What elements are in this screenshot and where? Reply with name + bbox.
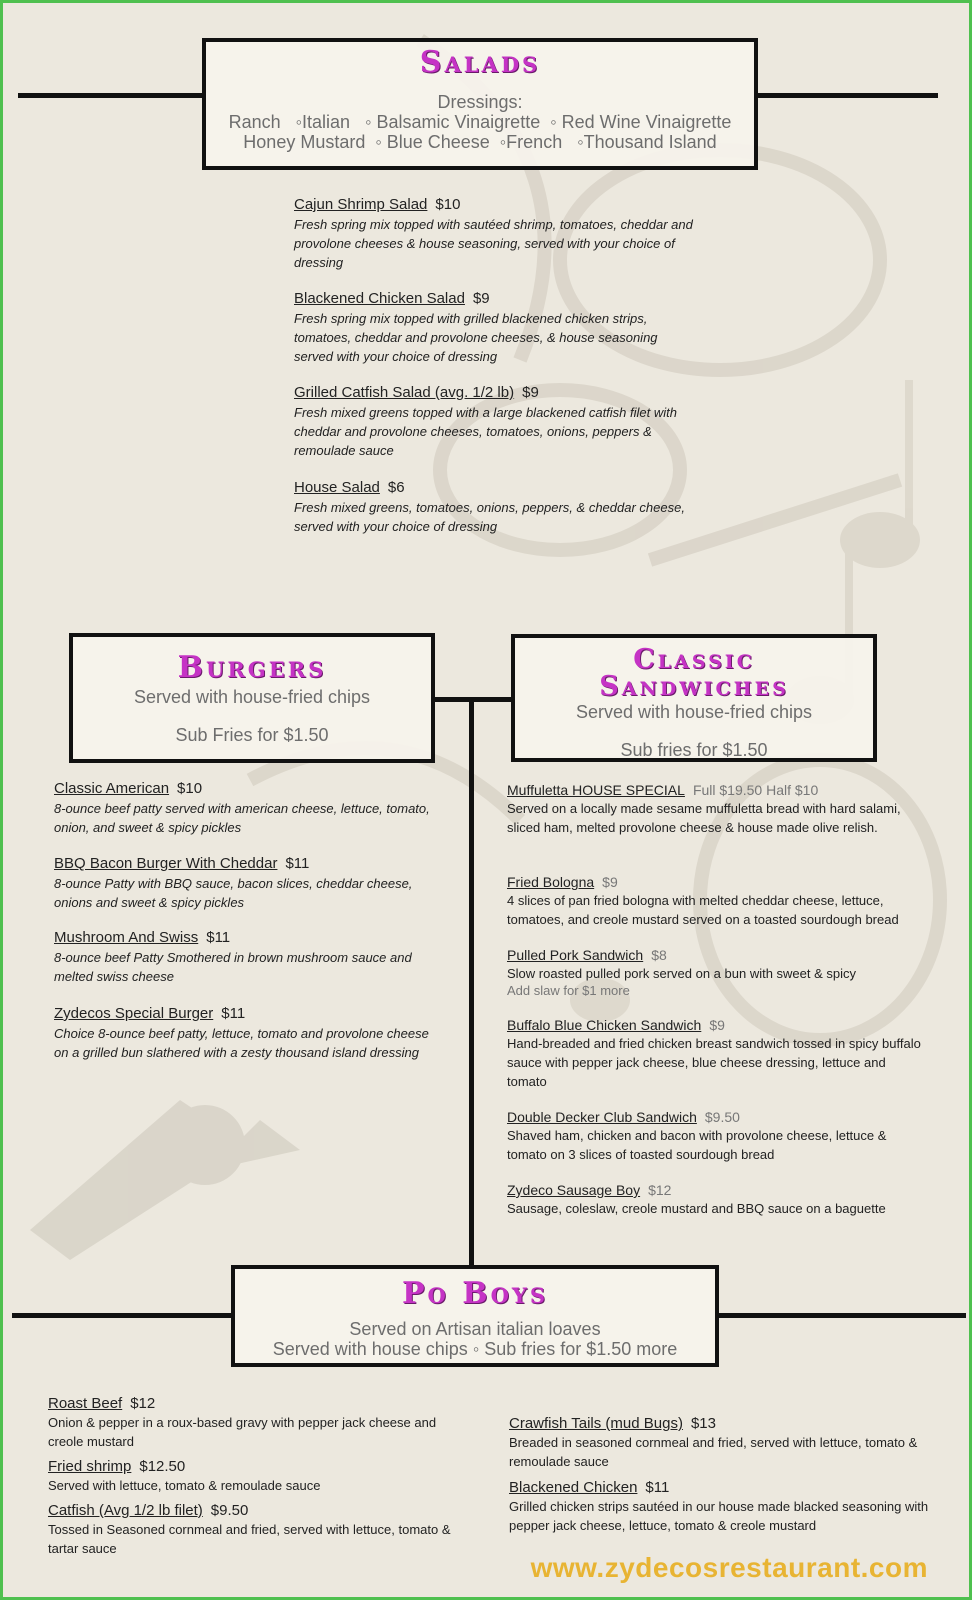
item-name: Double Decker Club Sandwich [507, 1109, 697, 1125]
item-name: Catfish (Avg 1/2 lb filet) [48, 1502, 203, 1519]
item-price: $13 [690, 1415, 716, 1432]
poboy-item [48, 1458, 468, 1495]
item-description: Choice 8-ounce beef patty, lettuce, tomato and provolone cheese on a grilled bun slathered with a zesty thousand island dressing [54, 1026, 429, 1060]
item-description: Slow roasted pulled pork served on a bun with sweet & spicy [507, 966, 857, 981]
sandwich-item [507, 874, 927, 929]
burgers-sub-2: Sub Fries for $1.50 [175, 725, 329, 745]
item-description: 8-ounce beef Patty Smothered in brown mushroom sauce and melted swiss cheese [54, 950, 412, 984]
salads-left-rule [18, 93, 204, 98]
item-description: 4 slices of pan fried bologna with melted cheddar cheese, lettuce, tomatoes, and creole mustard served on a toasted sourdough bread [507, 893, 899, 927]
poboys-right-rule [716, 1313, 966, 1318]
burger-item [54, 780, 444, 837]
sandwich-item [507, 1109, 927, 1164]
poboys-heading: Po Boys [401, 1276, 549, 1311]
item-description: Sausage, coleslaw, creole mustard and BBQ sauce on a baguette [507, 1201, 886, 1216]
item-name: Pulled Pork Sandwich [507, 947, 644, 963]
item-name: Classic American [54, 780, 170, 797]
center-vertical-rule [469, 700, 474, 1268]
item-name: Roast Beef [48, 1395, 123, 1412]
website-link[interactable]: www.zydecosrestaurant.com [530, 1552, 928, 1583]
item-price: $9.50 [704, 1109, 740, 1125]
burgers-header-box [69, 633, 435, 763]
item-description: 8-ounce beef patty served with american cheese, lettuce, tomato, onion, and sweet & spicy pickles [54, 801, 430, 835]
item-price: $11 [645, 1479, 670, 1496]
item-price: $12 [130, 1395, 156, 1412]
item-description: Onion & pepper in a roux-based gravy with pepper jack cheese and creole mustard [48, 1415, 437, 1449]
item-price: $11 [221, 1005, 246, 1022]
item-price: $6 [387, 479, 405, 496]
burgers-sub-1: Served with house-fried chips [133, 687, 371, 707]
item-description: Fresh mixed greens topped with a large blackened catfish filet with cheddar and provolone cheeses, tomatoes, onions, peppers & remoulade sauce [294, 405, 677, 458]
item-name: Blackened Chicken Salad [294, 290, 465, 307]
dressings-label: Dressings: [437, 92, 523, 112]
salads-heading: Salads [419, 45, 541, 80]
sandwiches-header-box [511, 634, 877, 762]
burger-sandwich-connector [432, 697, 514, 702]
sandwiches-sub-2: Sub fries for $1.50 [620, 740, 768, 760]
item-price: $9 [472, 290, 490, 307]
burger-item [54, 1005, 444, 1062]
poboy-item [509, 1415, 937, 1471]
item-price: $10 [177, 780, 203, 797]
item-name: Muffuletta HOUSE SPECIAL [507, 782, 685, 798]
poboy-item [48, 1395, 468, 1451]
sandwich-item [507, 947, 927, 998]
burger-item [54, 929, 444, 986]
sandwiches-heading-line-2: Sandwiches [599, 671, 789, 702]
item-name: BBQ Bacon Burger With Cheddar [54, 855, 278, 872]
salad-item [294, 196, 694, 272]
item-description: Breaded in seasoned cornmeal and fried, served with lettuce, tomato & remoulade sauce [509, 1435, 918, 1469]
burger-item [54, 855, 444, 912]
item-description: Tossed in Seasoned cornmeal and fried, served with lettuce, tomato & tartar sauce [48, 1522, 451, 1556]
salad-item [294, 479, 694, 536]
item-price: $12 [648, 1182, 672, 1198]
item-description: Served on a locally made sesame muffuletta bread with hard salami, sliced ham, melted provolone cheese & house made olive relish. [507, 801, 901, 835]
item-name: Grilled Catfish Salad (avg. 1/2 lb) [294, 384, 515, 401]
item-description: Fresh mixed greens, tomatoes, onions, peppers, & cheddar cheese, served with your choice of dressing [294, 500, 685, 534]
item-name: Blackened Chicken [509, 1479, 638, 1496]
item-name: Crawfish Tails (mud Bugs) [509, 1415, 683, 1432]
item-description: Shaved ham, chicken and bacon with provolone cheese, lettuce & tomato on 3 slices of toasted sourdough bread [507, 1128, 887, 1162]
item-description: Fresh spring mix topped with sautéed shrimp, tomatoes, cheddar and provolone cheeses & house seasoning, served with your choice of dressing [294, 217, 693, 270]
item-name: Zydecos Special Burger [54, 1005, 214, 1022]
sandwich-item [507, 782, 927, 837]
poboys-sub-1: Served on Artisan italian loaves [349, 1319, 601, 1339]
item-price: $10 [435, 196, 461, 213]
item-price: $9 [522, 384, 539, 401]
poboys-left-rule [12, 1313, 234, 1318]
item-price: Full $19.50 Half $10 [692, 782, 819, 798]
dressings-line-1: Ranch ◦Italian ◦ Balsamic Vinaigrette ◦ Red Wine Vinaigrette [228, 112, 732, 132]
poboy-item [48, 1502, 468, 1558]
item-name: Buffalo Blue Chicken Sandwich [507, 1017, 702, 1033]
item-extra: Add slaw for $1 more [507, 983, 630, 998]
poboys-header-box [231, 1265, 719, 1367]
sandwich-item [507, 1182, 927, 1218]
burgers-heading: Burgers [177, 650, 327, 685]
item-price: $9.50 [210, 1502, 249, 1519]
item-name: Zydeco Sausage Boy [507, 1182, 641, 1198]
sandwich-item [507, 1017, 927, 1091]
sandwiches-sub-1: Served with house-fried chips [575, 702, 813, 722]
item-name: House Salad [294, 479, 380, 496]
poboy-item [509, 1479, 937, 1535]
dressings-line-2: Honey Mustard ◦ Blue Cheese ◦French ◦Thousand Island [243, 132, 717, 152]
item-description: Hand-breaded and fried chicken breast sandwich tossed in spicy buffalo sauce with pepper jack cheese, blue cheese dressing, lettuce and tomato [507, 1036, 921, 1089]
item-name: Cajun Shrimp Salad [294, 196, 428, 213]
poboys-sub-2: Served with house chips ◦ Sub fries for $1.50 more [272, 1339, 678, 1359]
salads-right-rule [755, 93, 938, 98]
item-price: $11 [206, 929, 231, 946]
item-description: Grilled chicken strips sautéed in our house made blacked seasoning with pepper jack cheese, lettuce, tomato & creole mustard [509, 1499, 929, 1533]
item-name: Fried shrimp [48, 1458, 132, 1475]
item-name: Mushroom And Swiss [54, 929, 199, 946]
item-price: $11 [285, 855, 310, 872]
item-price: $9 [602, 874, 618, 890]
item-description: Fresh spring mix topped with grilled blackened chicken strips, tomatoes, cheddar and provolone cheeses, & house seasoning served with your choice of dressing [294, 311, 658, 364]
item-price: $9 [709, 1017, 725, 1033]
item-description: Served with lettuce, tomato & remoulade sauce [48, 1478, 321, 1493]
item-price: $12.50 [139, 1458, 186, 1475]
item-name: Fried Bologna [507, 874, 595, 890]
salad-item [294, 290, 694, 366]
salads-header-box [202, 38, 758, 170]
item-description: 8-ounce Patty with BBQ sauce, bacon slices, cheddar cheese, onions and sweet & spicy pickles [54, 876, 413, 910]
sandwiches-heading-line-1: Classic [633, 644, 755, 675]
item-price: $8 [651, 947, 667, 963]
salad-item [294, 384, 694, 460]
